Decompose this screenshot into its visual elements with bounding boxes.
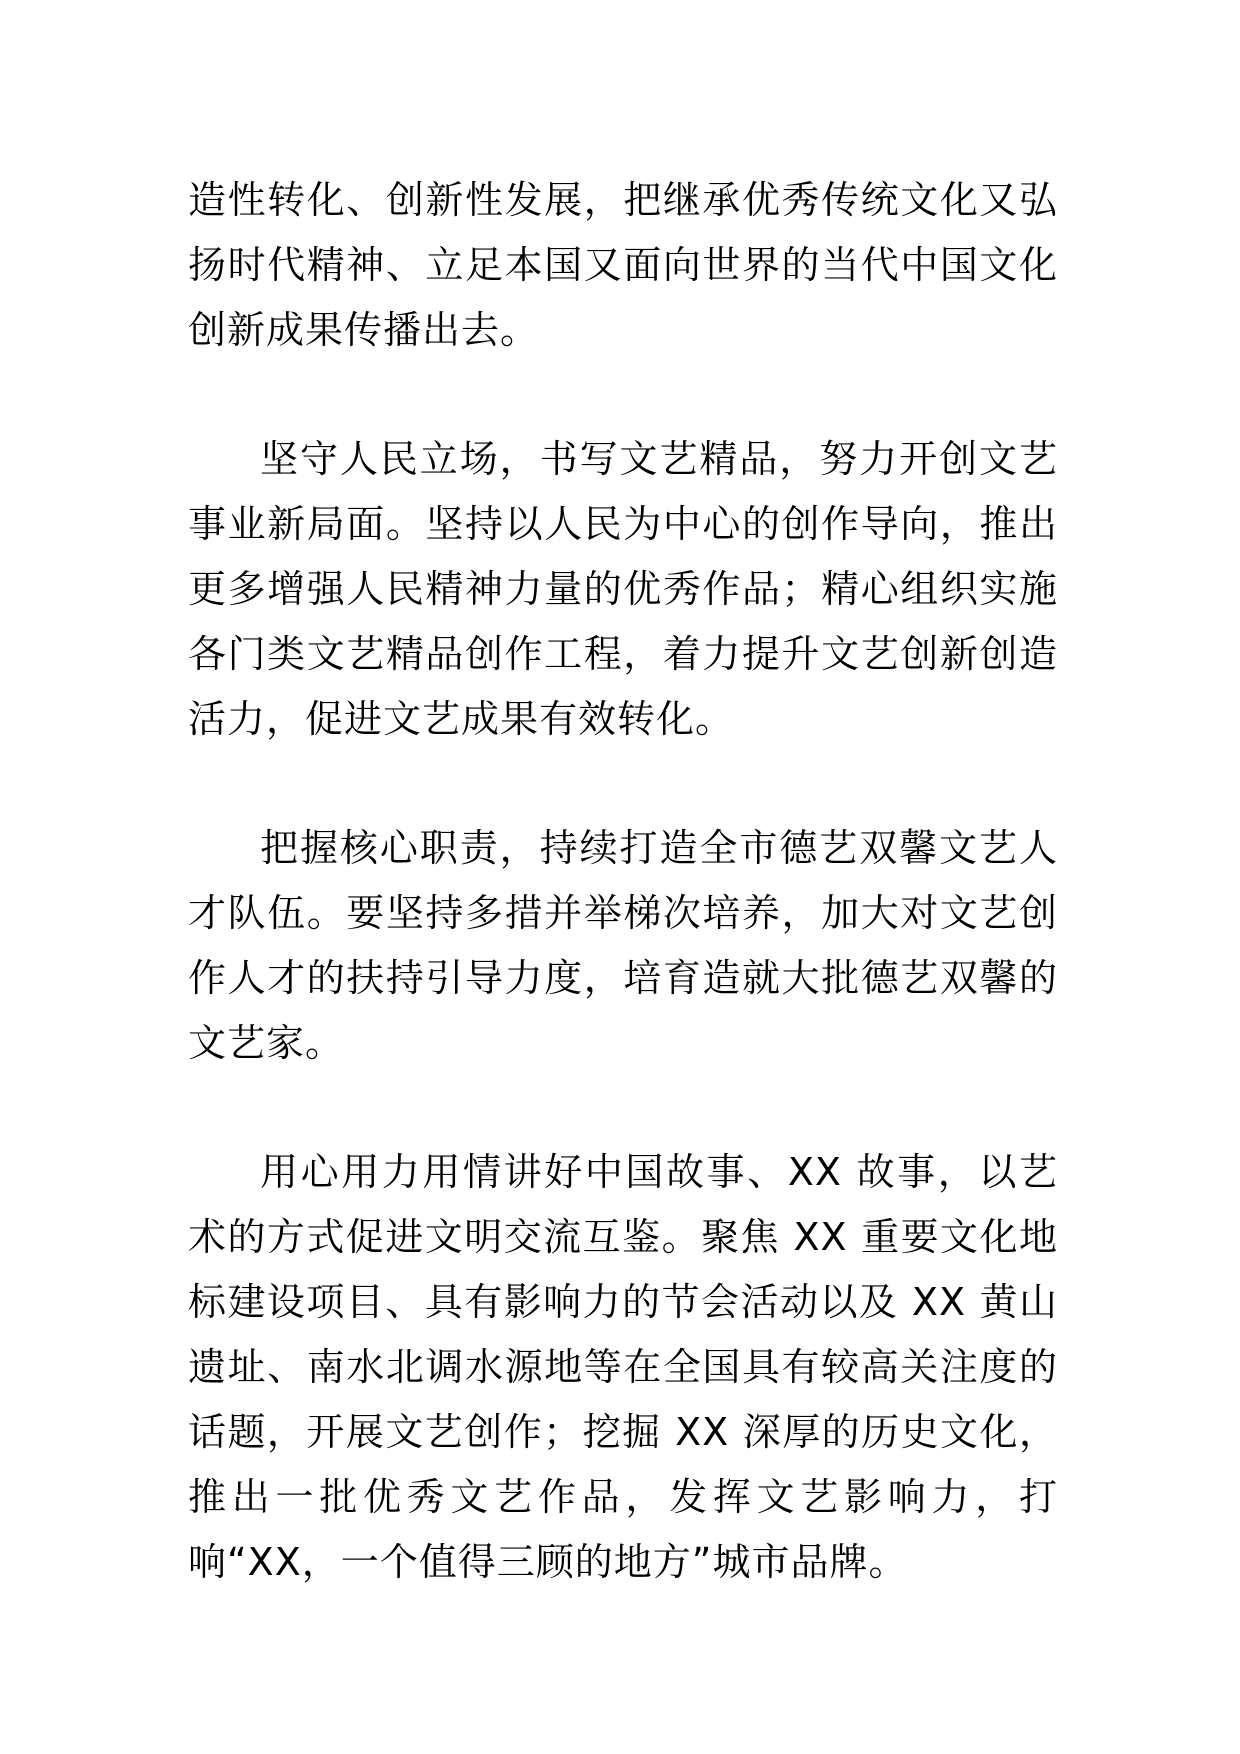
document-body <box>188 168 1058 1659</box>
paragraph-talent-team: 把握核心职责，持续打造全市德艺双馨文艺人才队伍。要坚持多措并举梯次培养，加大对文艺创作人才的扶持引导力度，培育造就大批德艺双馨的文艺家。 <box>188 826 1058 1065</box>
paragraph-storytelling: 用心用力用情讲好中国故事、XX 故事，以艺术的方式促进文明交流互鉴。聚焦 XX 重要文化地标建设项目、具有影响力的节会活动以及 XX 黄山遗址、南水北调水源地等在全国具有较高关注度的话题，开展文艺创作；挖掘 XX 深厚的历史文化，推出一批优秀文艺作品，发挥文艺影响力，打响“XX，一个值得三顾的地方”城市品牌。 <box>188 1150 1058 1584</box>
paragraph-people-stance: 坚守人民立场，书写文艺精品，努力开创文艺事业新局面。坚持以人民为中心的创作导向，推出更多增强人民精神力量的优秀作品；精心组织实施各门类文艺精品创作工程，着力提升文艺创新创造活力，促进文艺成果有效转化。 <box>188 437 1058 741</box>
paragraph-continuation: 造性转化、创新性发展，把继承优秀传统文化又弘扬时代精神、立足本国又面向世界的当代中国文化创新成果传播出去。 <box>188 178 1058 352</box>
